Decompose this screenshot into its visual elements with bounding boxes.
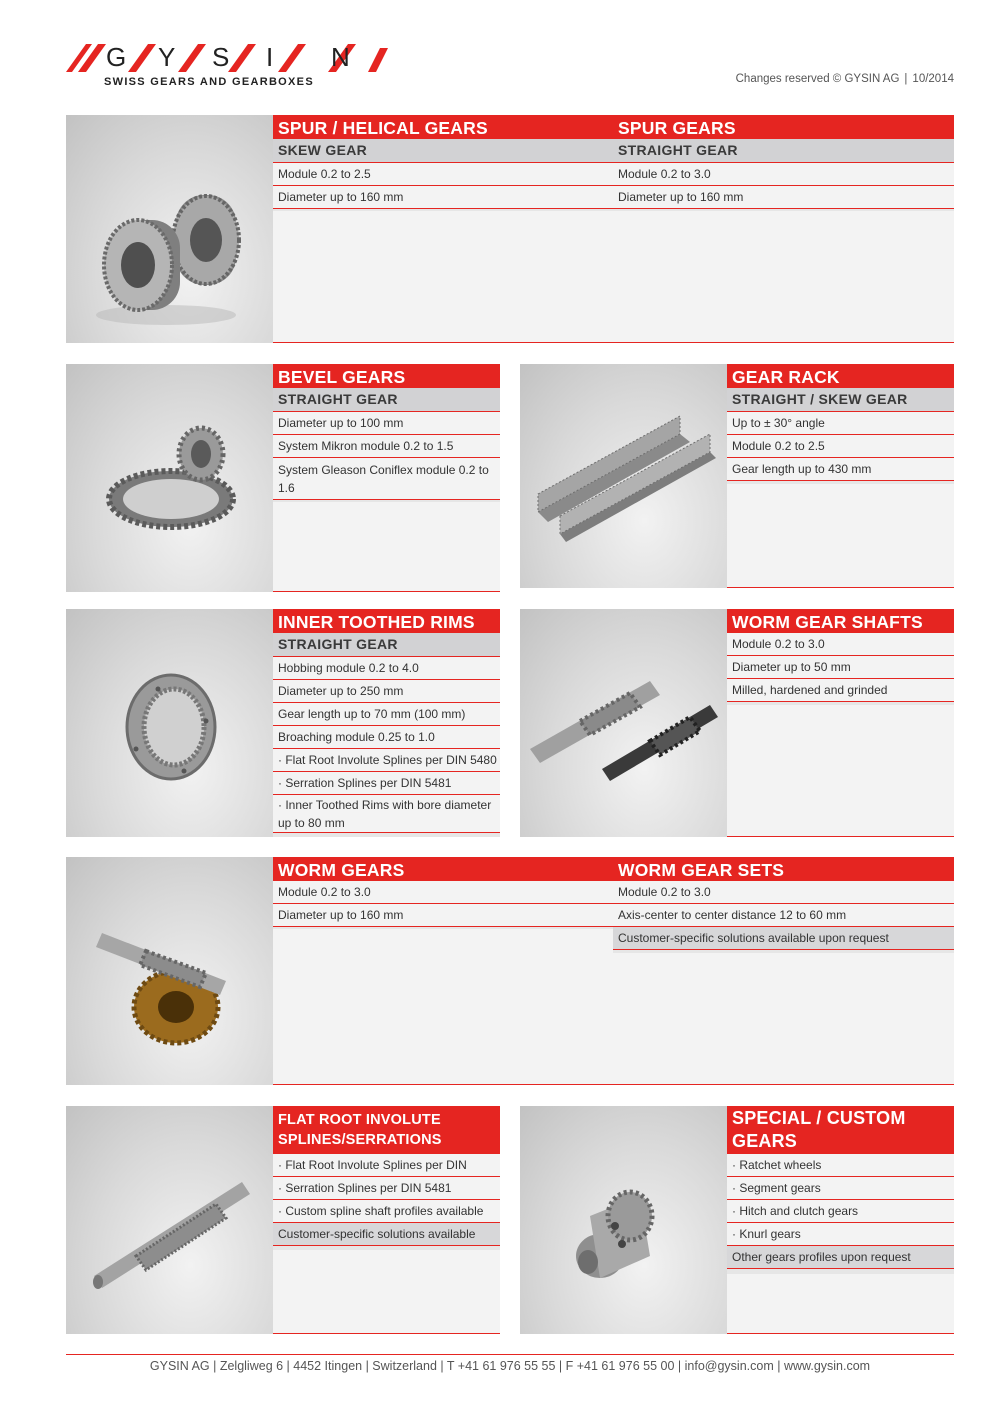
card-bevel-gears (66, 364, 500, 592)
spec-filler (273, 502, 500, 592)
issue-date: 10/2014 (912, 73, 954, 85)
card-inner-toothed-rims (66, 609, 500, 837)
worm-gear-set-icon (66, 857, 273, 1085)
inner-toothed-rims-subtitle: STRAIGHT GEAR (273, 633, 500, 657)
card-spur-helical-gears (66, 115, 954, 343)
spur-gears-title: SPUR GEARS (613, 115, 954, 139)
spec-row: Diameter up to 160 mm (273, 186, 613, 209)
gear-rack-column (727, 364, 954, 588)
spec-row: Diameter up to 100 mm (273, 412, 500, 435)
spec-row: · Serration Splines per DIN 5481 (273, 1177, 500, 1200)
inner-toothed-rims-title: INNER TOOTHED RIMS (273, 609, 500, 633)
gear-rack-title: GEAR RACK (727, 364, 954, 388)
gear-rack-icon (520, 364, 727, 588)
card-splines (66, 1106, 500, 1334)
spec-filler (613, 953, 954, 1085)
changes-reserved: Changes reserved © GYSIN AG | 10/2014 (735, 73, 954, 85)
spec-row: · Inner Toothed Rims with bore diameter up to 80 mm (273, 795, 500, 833)
splines-title-line1: FLAT ROOT INVOLUTE (278, 1112, 441, 1128)
footer-fax: F +41 61 976 55 00 (565, 1359, 675, 1373)
spec-row: Milled, hardened and grinded (727, 679, 954, 702)
footer-contact: GYSIN AG | Zelgliweg 6 | 4452 Itingen | Switzerland | T +41 61 976 55 55 | F +41 61 976 55 00 | info@gysin.com | www.gysin.com (149, 1359, 871, 1373)
footer-city: 4452 Itingen (293, 1359, 363, 1373)
spec-row: Diameter up to 160 mm (273, 904, 613, 927)
spec-row: Module 0.2 to 2.5 (273, 163, 613, 186)
spec-row: System Gleason Coniflex module 0.2 to 1.6 (273, 458, 500, 500)
spec-row-highlight: Customer-specific solutions available (273, 1223, 500, 1246)
spec-filler (727, 705, 954, 837)
spec-row: Gear length up to 430 mm (727, 458, 954, 481)
spec-row: Module 0.2 to 3.0 (613, 163, 954, 186)
footer-country: Switzerland (372, 1359, 437, 1373)
worm-gear-shafts-column (727, 609, 954, 837)
special-custom-column (727, 1106, 954, 1334)
spur-gears-column (613, 115, 954, 343)
bevel-gears-column (273, 364, 500, 592)
footer-email-link[interactable]: info@gysin.com (684, 1359, 774, 1373)
spec-row: Axis-center to center distance 12 to 60 mm (613, 904, 954, 927)
special-custom-title-line2: GEARS (732, 1131, 798, 1151)
card-special-custom-gears (520, 1106, 954, 1334)
bevel-gears-title: BEVEL GEARS (273, 364, 500, 388)
special-custom-title (727, 1106, 954, 1154)
gysin-logo (66, 38, 396, 96)
spec-row-highlight: Other gears profiles upon request (727, 1246, 954, 1269)
splines-column (273, 1106, 500, 1334)
spur-helical-subtitle: SKEW GEAR (273, 139, 613, 163)
spec-row-highlight: Customer-specific solutions available upon request (613, 927, 954, 950)
spec-row: · Flat Root Involute Splines per DIN 5480 (273, 749, 500, 772)
logo-letter: G (106, 42, 127, 72)
footer-phone: T +41 61 976 55 55 (446, 1359, 556, 1373)
changes-text: Changes reserved © GYSIN AG (735, 73, 900, 85)
worm-shaft-icon (520, 609, 727, 837)
spec-row: · Custom spline shaft profiles available (273, 1200, 500, 1223)
logo-letter: N (331, 42, 350, 72)
logo-letter: S (212, 42, 230, 72)
spec-filler (273, 211, 613, 343)
spec-row: · Serration Splines per DIN 5481 (273, 772, 500, 795)
logo-tagline: SWISS GEARS AND GEARBOXES (104, 76, 314, 88)
card-worm-gears (66, 857, 954, 1085)
spec-row: Diameter up to 50 mm (727, 656, 954, 679)
worm-gear-sets-title: WORM GEAR SETS (613, 857, 954, 881)
footer-divider (66, 1354, 954, 1355)
spec-row: Hobbing module 0.2 to 4.0 (273, 657, 500, 680)
bevel-gear-icon (66, 364, 273, 592)
bevel-gears-subtitle: STRAIGHT GEAR (273, 388, 500, 412)
spec-filler (727, 484, 954, 588)
spur-gears-subtitle: STRAIGHT GEAR (613, 139, 954, 163)
footer-company: GYSIN AG (149, 1359, 210, 1373)
splines-title (273, 1106, 500, 1154)
spec-row: Broaching module 0.25 to 1.0 (273, 726, 500, 749)
worm-gear-sets-column (613, 857, 954, 1085)
spec-row: Diameter up to 250 mm (273, 680, 500, 703)
special-custom-title-line1: SPECIAL / CUSTOM (732, 1108, 906, 1128)
spec-row: Module 0.2 to 3.0 (613, 881, 954, 904)
spec-row: Module 0.2 to 3.0 (273, 881, 613, 904)
spec-row: Module 0.2 to 3.0 (727, 633, 954, 656)
spec-row: · Knurl gears (727, 1223, 954, 1246)
gear-rack-subtitle: STRAIGHT / SKEW GEAR (727, 388, 954, 412)
logo-letter: I (266, 42, 274, 72)
logo-letter: Y (158, 42, 176, 72)
logo-slashes-icon (66, 38, 396, 74)
footer-street: Zelgliweg 6 (219, 1359, 284, 1373)
spec-row: System Mikron module 0.2 to 1.5 (273, 435, 500, 458)
spur-helical-column (273, 115, 613, 343)
spec-filler (727, 1274, 954, 1334)
spec-filler (273, 1250, 500, 1334)
spec-row: · Ratchet wheels (727, 1154, 954, 1177)
spec-filler (613, 211, 954, 343)
inner-toothed-rims-column (273, 609, 500, 837)
custom-gear-icon (520, 1106, 727, 1334)
spec-row: Module 0.2 to 2.5 (727, 435, 954, 458)
spec-row: · Hitch and clutch gears (727, 1200, 954, 1223)
splines-title-line2: SPLINES/SERRATIONS (278, 1132, 442, 1148)
spec-row: Up to ± 30° angle (727, 412, 954, 435)
card-worm-gear-shafts (520, 609, 954, 837)
spur-helical-title: SPUR / HELICAL GEARS (273, 115, 613, 139)
spec-row: · Flat Root Involute Splines per DIN (273, 1154, 500, 1177)
spec-row: Diameter up to 160 mm (613, 186, 954, 209)
footer-website-link[interactable]: www.gysin.com (783, 1359, 871, 1373)
card-gear-rack (520, 364, 954, 588)
worm-gears-column (273, 857, 613, 1085)
worm-gears-title: WORM GEARS (273, 857, 613, 881)
helical-gear-pair-icon (66, 115, 273, 343)
spline-shaft-icon (66, 1106, 273, 1334)
spec-row: Gear length up to 70 mm (100 mm) (273, 703, 500, 726)
spec-row: · Segment gears (727, 1177, 954, 1200)
inner-toothed-rim-icon (66, 609, 273, 837)
spec-filler (273, 929, 613, 1085)
worm-gear-shafts-title: WORM GEAR SHAFTS (727, 609, 954, 633)
